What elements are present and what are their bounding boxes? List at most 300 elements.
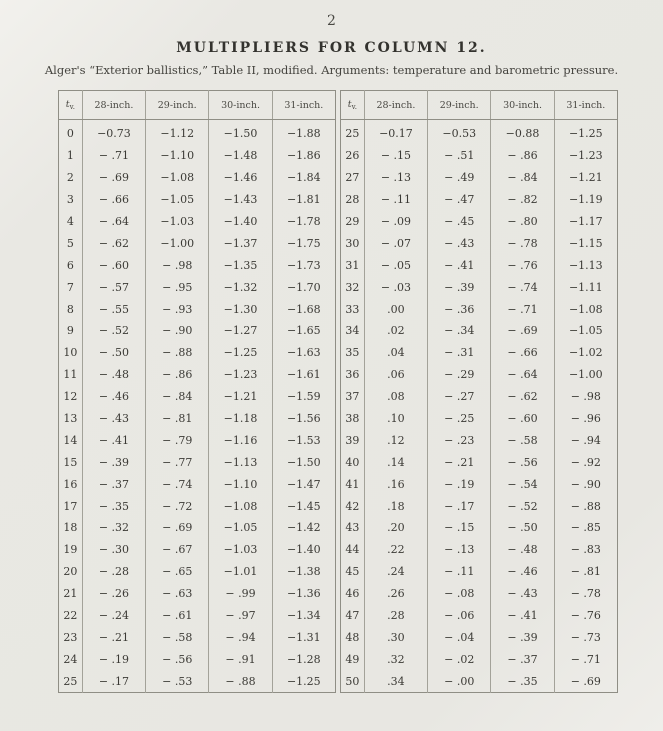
- table-cell: − .66: [491, 342, 554, 364]
- table-cell: .32: [364, 648, 427, 670]
- table-cell: .12: [364, 429, 427, 451]
- table-cell: − .93: [146, 298, 209, 320]
- table-cell: − .37: [491, 648, 554, 670]
- column-header: 29-inch.: [146, 91, 209, 120]
- table-cell: .20: [364, 517, 427, 539]
- table-row: [341, 298, 618, 320]
- table-cell: − .39: [82, 451, 145, 473]
- table-row: [59, 232, 336, 254]
- table-row: [341, 473, 618, 495]
- table-cell: −1.27: [209, 320, 272, 342]
- table-cell: 32: [341, 276, 365, 298]
- table-cell: − .74: [146, 473, 209, 495]
- page-subtitle: Alger's “Exterior ballistics,” Table II, modified. Arguments: temperature and barometric pressure.: [44, 63, 619, 77]
- table-cell: − .36: [428, 298, 491, 320]
- table-cell: − .35: [82, 495, 145, 517]
- table-cell: −1.50: [209, 120, 272, 145]
- table-cell: 2: [59, 167, 83, 189]
- table-cell: − .65: [146, 561, 209, 583]
- table-cell: − .19: [82, 648, 145, 670]
- table-cell: −1.21: [568, 171, 603, 185]
- table-cell: − .58: [146, 626, 209, 648]
- table-row: [341, 167, 618, 189]
- table-cell: −1.63: [286, 346, 321, 360]
- table-cell: − .91: [209, 648, 272, 670]
- table-cell: − .52: [82, 320, 145, 342]
- table-cell: − .79: [146, 429, 209, 451]
- table-cell: − .48: [491, 539, 554, 561]
- table-cell: − .76: [570, 609, 601, 623]
- table-cell: −1.17: [568, 215, 603, 228]
- table-cell: −1.21: [209, 386, 272, 408]
- table-cell: − .74: [491, 276, 554, 298]
- table-row: [59, 254, 336, 276]
- table-cell: .30: [364, 626, 427, 648]
- table-row: [341, 276, 618, 298]
- table-cell: −1.03: [209, 539, 272, 561]
- table-cell: − .05: [364, 254, 427, 276]
- table-cell: −1.05: [146, 189, 209, 211]
- table-cell: − .72: [146, 495, 209, 517]
- table-cell: − .62: [491, 386, 554, 408]
- table-row: [341, 254, 618, 276]
- table-cell: −1.35: [209, 254, 272, 276]
- table-cell: 27: [341, 167, 365, 189]
- table-cell: .24: [364, 561, 427, 583]
- table-cell: −1.25: [568, 127, 603, 141]
- table-cell: −1.40: [286, 543, 321, 557]
- table-cell: − .56: [491, 451, 554, 473]
- table-cell: − .27: [428, 386, 491, 408]
- table-cell: 29: [341, 211, 365, 233]
- table-cell: − .84: [491, 167, 554, 189]
- table-cell: −1.65: [286, 324, 321, 338]
- table-cell: 49: [341, 648, 365, 670]
- table-cell: − .98: [146, 254, 209, 276]
- table-cell: −1.16: [209, 429, 272, 451]
- table-cell: .06: [364, 364, 427, 386]
- table-cell: − .66: [82, 189, 145, 211]
- table-row: [341, 561, 618, 583]
- table-cell: 19: [59, 539, 83, 561]
- table-cell: − .67: [146, 539, 209, 561]
- table-cell: −0.53: [428, 120, 491, 145]
- table-cell: 25: [59, 670, 83, 692]
- table-cell: −0.88: [491, 120, 554, 145]
- table-cell: 22: [59, 605, 83, 627]
- table-cell: − .46: [82, 386, 145, 408]
- table-cell: −1.15: [568, 236, 603, 250]
- table-cell: 33: [341, 298, 365, 320]
- table-cell: − .37: [82, 473, 145, 495]
- table-cell: 18: [59, 517, 83, 539]
- table-cell: −0.73: [82, 120, 145, 145]
- table-cell: − .23: [428, 429, 491, 451]
- table-cell: 14: [59, 429, 83, 451]
- table-cell: 3: [59, 189, 83, 211]
- multipliers-table: [58, 90, 618, 693]
- table-cell: 46: [341, 583, 365, 605]
- table-row: [341, 495, 618, 517]
- column-header: 31-inch.: [554, 91, 617, 120]
- column-header: 29-inch.: [428, 91, 491, 120]
- table-cell: −1.11: [568, 280, 603, 294]
- table-cell: −1.02: [568, 346, 603, 360]
- table-cell: − .88: [146, 342, 209, 364]
- table-cell: −1.23: [568, 149, 603, 163]
- table-cell: − .81: [146, 408, 209, 430]
- table-cell: − .04: [428, 626, 491, 648]
- table-cell: − .88: [570, 499, 601, 513]
- table-cell: − .19: [428, 473, 491, 495]
- table-row: [341, 429, 618, 451]
- table-row: [59, 583, 336, 605]
- table-cell: − .71: [570, 652, 601, 666]
- table-cell: 39: [341, 429, 365, 451]
- table-cell: − .95: [146, 276, 209, 298]
- table-cell: −1.10: [209, 473, 272, 495]
- table-cell: .16: [364, 473, 427, 495]
- table-row: [59, 320, 336, 342]
- table-cell: −1.70: [286, 280, 321, 294]
- table-cell: −1.32: [209, 276, 272, 298]
- table-cell: − .43: [428, 232, 491, 254]
- table-cell: − .03: [364, 276, 427, 298]
- table-cell: − .25: [428, 408, 491, 430]
- column-header: 31-inch.: [272, 91, 335, 120]
- table-cell: 0: [59, 120, 83, 145]
- table-cell: −1.86: [286, 149, 321, 163]
- table-cell: − .86: [491, 145, 554, 167]
- table-cell: −1.28: [286, 652, 321, 666]
- table-cell: − .11: [364, 189, 427, 211]
- table-cell: −1.68: [286, 302, 321, 316]
- table-row: [59, 451, 336, 473]
- table-cell: 1: [59, 145, 83, 167]
- table-cell: 15: [59, 451, 83, 473]
- table-cell: .02: [364, 320, 427, 342]
- table-cell: 40: [341, 451, 365, 473]
- table-cell: − .88: [209, 670, 272, 692]
- table-cell: −1.05: [568, 324, 603, 338]
- table-cell: − .71: [491, 298, 554, 320]
- table-cell: 20: [59, 561, 83, 583]
- table-row: [341, 605, 618, 627]
- table-cell: − .90: [146, 320, 209, 342]
- table-cell: − .13: [364, 167, 427, 189]
- table-cell: − .31: [428, 342, 491, 364]
- table-cell: − .69: [570, 674, 601, 688]
- table-cell: − .53: [146, 670, 209, 692]
- table-cell: −1.84: [286, 171, 321, 185]
- table-cell: 25: [341, 120, 365, 145]
- table-cell: 35: [341, 342, 365, 364]
- table-cell: − .28: [82, 561, 145, 583]
- table-cell: − .61: [146, 605, 209, 627]
- table-row: [341, 211, 618, 233]
- table-row: [59, 364, 336, 386]
- table-cell: − .94: [209, 626, 272, 648]
- table-cell: −1.37: [209, 232, 272, 254]
- table-row: [341, 145, 618, 167]
- table-cell: −1.47: [286, 477, 321, 491]
- table-cell: −1.43: [209, 189, 272, 211]
- table-cell: 36: [341, 364, 365, 386]
- table-cell: 12: [59, 386, 83, 408]
- table-cell: − .76: [491, 254, 554, 276]
- table-cell: 7: [59, 276, 83, 298]
- table-cell: − .41: [82, 429, 145, 451]
- table-cell: −1.50: [286, 455, 321, 469]
- table-header-row: [59, 91, 336, 120]
- multipliers-table-right: [340, 90, 618, 693]
- table-cell: − .82: [491, 189, 554, 211]
- table-row: [341, 648, 618, 670]
- table-cell: −1.18: [209, 408, 272, 430]
- table-cell: − .85: [570, 521, 601, 535]
- table-cell: − .43: [82, 408, 145, 430]
- table-cell: − .55: [82, 298, 145, 320]
- table-cell: − .17: [428, 495, 491, 517]
- table-row: [59, 429, 336, 451]
- table-cell: − .90: [570, 477, 601, 491]
- table-cell: −1.38: [286, 565, 321, 579]
- table-cell: 4: [59, 211, 83, 233]
- table-cell: − .39: [491, 626, 554, 648]
- table-cell: − .71: [82, 145, 145, 167]
- table-cell: 44: [341, 539, 365, 561]
- table-cell: .34: [364, 670, 427, 692]
- table-cell: 30: [341, 232, 365, 254]
- table-row: [341, 342, 618, 364]
- table-cell: − .32: [82, 517, 145, 539]
- table-cell: 38: [341, 408, 365, 430]
- table-cell: − .94: [570, 433, 601, 447]
- table-cell: 16: [59, 473, 83, 495]
- table-cell: 28: [341, 189, 365, 211]
- table-cell: − .63: [146, 583, 209, 605]
- table-cell: − .97: [209, 605, 272, 627]
- table-cell: − .78: [570, 587, 601, 601]
- table-cell: 23: [59, 626, 83, 648]
- table-cell: − .45: [428, 211, 491, 233]
- table-cell: .26: [364, 583, 427, 605]
- table-cell: −1.75: [286, 236, 321, 250]
- table-row: [59, 473, 336, 495]
- table-row: [341, 583, 618, 605]
- column-header: $t_{v.}$: [59, 91, 83, 120]
- table-cell: 41: [341, 473, 365, 495]
- table-cell: − .81: [570, 565, 601, 579]
- table-cell: −1.08: [146, 167, 209, 189]
- table-cell: 34: [341, 320, 365, 342]
- table-cell: − .51: [428, 145, 491, 167]
- table-row: [341, 364, 618, 386]
- table-cell: −1.78: [286, 215, 321, 228]
- page-title: MULTIPLIERS FOR COLUMN 12.: [176, 40, 487, 56]
- table-cell: − .60: [82, 254, 145, 276]
- table-cell: 37: [341, 386, 365, 408]
- table-row: [59, 167, 336, 189]
- table-cell: .28: [364, 605, 427, 627]
- table-cell: − .46: [491, 561, 554, 583]
- table-cell: 8: [59, 298, 83, 320]
- table-cell: − .96: [570, 412, 601, 426]
- table-cell: .10: [364, 408, 427, 430]
- table-cell: 17: [59, 495, 83, 517]
- table-cell: − .02: [428, 648, 491, 670]
- table-cell: 45: [341, 561, 365, 583]
- table-cell: −1.03: [146, 211, 209, 233]
- table-row: [59, 670, 336, 692]
- table-cell: − .86: [146, 364, 209, 386]
- table-cell: − .84: [146, 386, 209, 408]
- table-cell: − .49: [428, 167, 491, 189]
- table-row: [59, 145, 336, 167]
- table-cell: − .41: [428, 254, 491, 276]
- table-cell: − .69: [146, 517, 209, 539]
- table-cell: 11: [59, 364, 83, 386]
- table-cell: − .56: [146, 648, 209, 670]
- table-row: [341, 539, 618, 561]
- table-row: [59, 211, 336, 233]
- table-cell: −1.00: [568, 368, 603, 382]
- table-cell: .18: [364, 495, 427, 517]
- table-header-row: [341, 91, 618, 120]
- table-cell: .22: [364, 539, 427, 561]
- table-cell: 5: [59, 232, 83, 254]
- table-cell: −1.88: [286, 127, 321, 141]
- table-cell: − .69: [82, 167, 145, 189]
- table-cell: − .47: [428, 189, 491, 211]
- table-row: [59, 189, 336, 211]
- table-cell: .04: [364, 342, 427, 364]
- table-cell: − .00: [428, 670, 491, 692]
- table-cell: 31: [341, 254, 365, 276]
- table-cell: −1.42: [286, 521, 321, 535]
- table-cell: − .34: [428, 320, 491, 342]
- table-cell: − .48: [82, 364, 145, 386]
- multipliers-table-left: [58, 90, 336, 693]
- table-cell: −1.13: [209, 451, 272, 473]
- table-cell: − .24: [82, 605, 145, 627]
- table-row: [59, 605, 336, 627]
- table-cell: −1.59: [286, 390, 321, 404]
- table-cell: − .29: [428, 364, 491, 386]
- table-row: [59, 298, 336, 320]
- table-cell: −1.61: [286, 368, 321, 382]
- table-cell: − .77: [146, 451, 209, 473]
- table-row: [341, 120, 618, 145]
- table-cell: .08: [364, 386, 427, 408]
- table-cell: 42: [341, 495, 365, 517]
- table-row: [59, 276, 336, 298]
- table-row: [59, 626, 336, 648]
- table-row: [59, 648, 336, 670]
- table-cell: − .64: [82, 211, 145, 233]
- page-number: 2: [327, 13, 336, 29]
- table-cell: − .50: [491, 517, 554, 539]
- table-cell: −1.25: [209, 342, 272, 364]
- table-cell: −1.19: [568, 193, 603, 207]
- table-row: [59, 561, 336, 583]
- table-row: [341, 232, 618, 254]
- table-row: [59, 517, 336, 539]
- column-header: 28-inch.: [364, 91, 427, 120]
- table-cell: − .21: [82, 626, 145, 648]
- table-cell: −0.17: [364, 120, 427, 145]
- table-cell: −1.13: [568, 258, 603, 272]
- table-cell: −1.10: [146, 145, 209, 167]
- table-cell: − .09: [364, 211, 427, 233]
- table-cell: − .08: [428, 583, 491, 605]
- table-cell: − .15: [364, 145, 427, 167]
- table-row: [341, 626, 618, 648]
- table-cell: −1.05: [209, 517, 272, 539]
- table-cell: −1.81: [286, 193, 321, 207]
- table-cell: −1.12: [146, 120, 209, 145]
- table-cell: − .83: [570, 543, 601, 557]
- table-cell: −1.36: [286, 587, 321, 601]
- table-cell: − .15: [428, 517, 491, 539]
- table-row: [341, 386, 618, 408]
- table-row: [59, 539, 336, 561]
- table-cell: − .30: [82, 539, 145, 561]
- table-cell: −1.56: [286, 412, 321, 426]
- table-cell: −1.00: [146, 232, 209, 254]
- table-cell: − .57: [82, 276, 145, 298]
- table-cell: −1.23: [209, 364, 272, 386]
- table-row: [341, 189, 618, 211]
- table-cell: − .41: [491, 605, 554, 627]
- table-cell: − .11: [428, 561, 491, 583]
- column-header: 30-inch.: [491, 91, 554, 120]
- table-cell: 9: [59, 320, 83, 342]
- table-cell: − .73: [570, 630, 601, 644]
- table-cell: −1.25: [286, 674, 321, 688]
- table-cell: 13: [59, 408, 83, 430]
- table-cell: 10: [59, 342, 83, 364]
- table-cell: − .60: [491, 408, 554, 430]
- table-row: [341, 517, 618, 539]
- table-cell: − .26: [82, 583, 145, 605]
- table-cell: − .78: [491, 232, 554, 254]
- table-cell: − .17: [82, 670, 145, 692]
- table-cell: 6: [59, 254, 83, 276]
- table-cell: −1.45: [286, 499, 321, 513]
- table-cell: − .92: [570, 455, 601, 469]
- table-cell: 48: [341, 626, 365, 648]
- column-header: $t_{v.}$: [341, 91, 365, 120]
- table-cell: − .07: [364, 232, 427, 254]
- table-cell: − .54: [491, 473, 554, 495]
- table-cell: −1.08: [568, 302, 603, 316]
- table-cell: − .58: [491, 429, 554, 451]
- table-row: [59, 495, 336, 517]
- table-row: [341, 408, 618, 430]
- table-cell: − .35: [491, 670, 554, 692]
- table-cell: − .21: [428, 451, 491, 473]
- table-cell: − .69: [491, 320, 554, 342]
- table-cell: 24: [59, 648, 83, 670]
- table-cell: −1.48: [209, 145, 272, 167]
- table-cell: − .50: [82, 342, 145, 364]
- table-cell: −1.46: [209, 167, 272, 189]
- table-cell: −1.30: [209, 298, 272, 320]
- table-row: [59, 342, 336, 364]
- table-cell: − .39: [428, 276, 491, 298]
- table-row: [59, 408, 336, 430]
